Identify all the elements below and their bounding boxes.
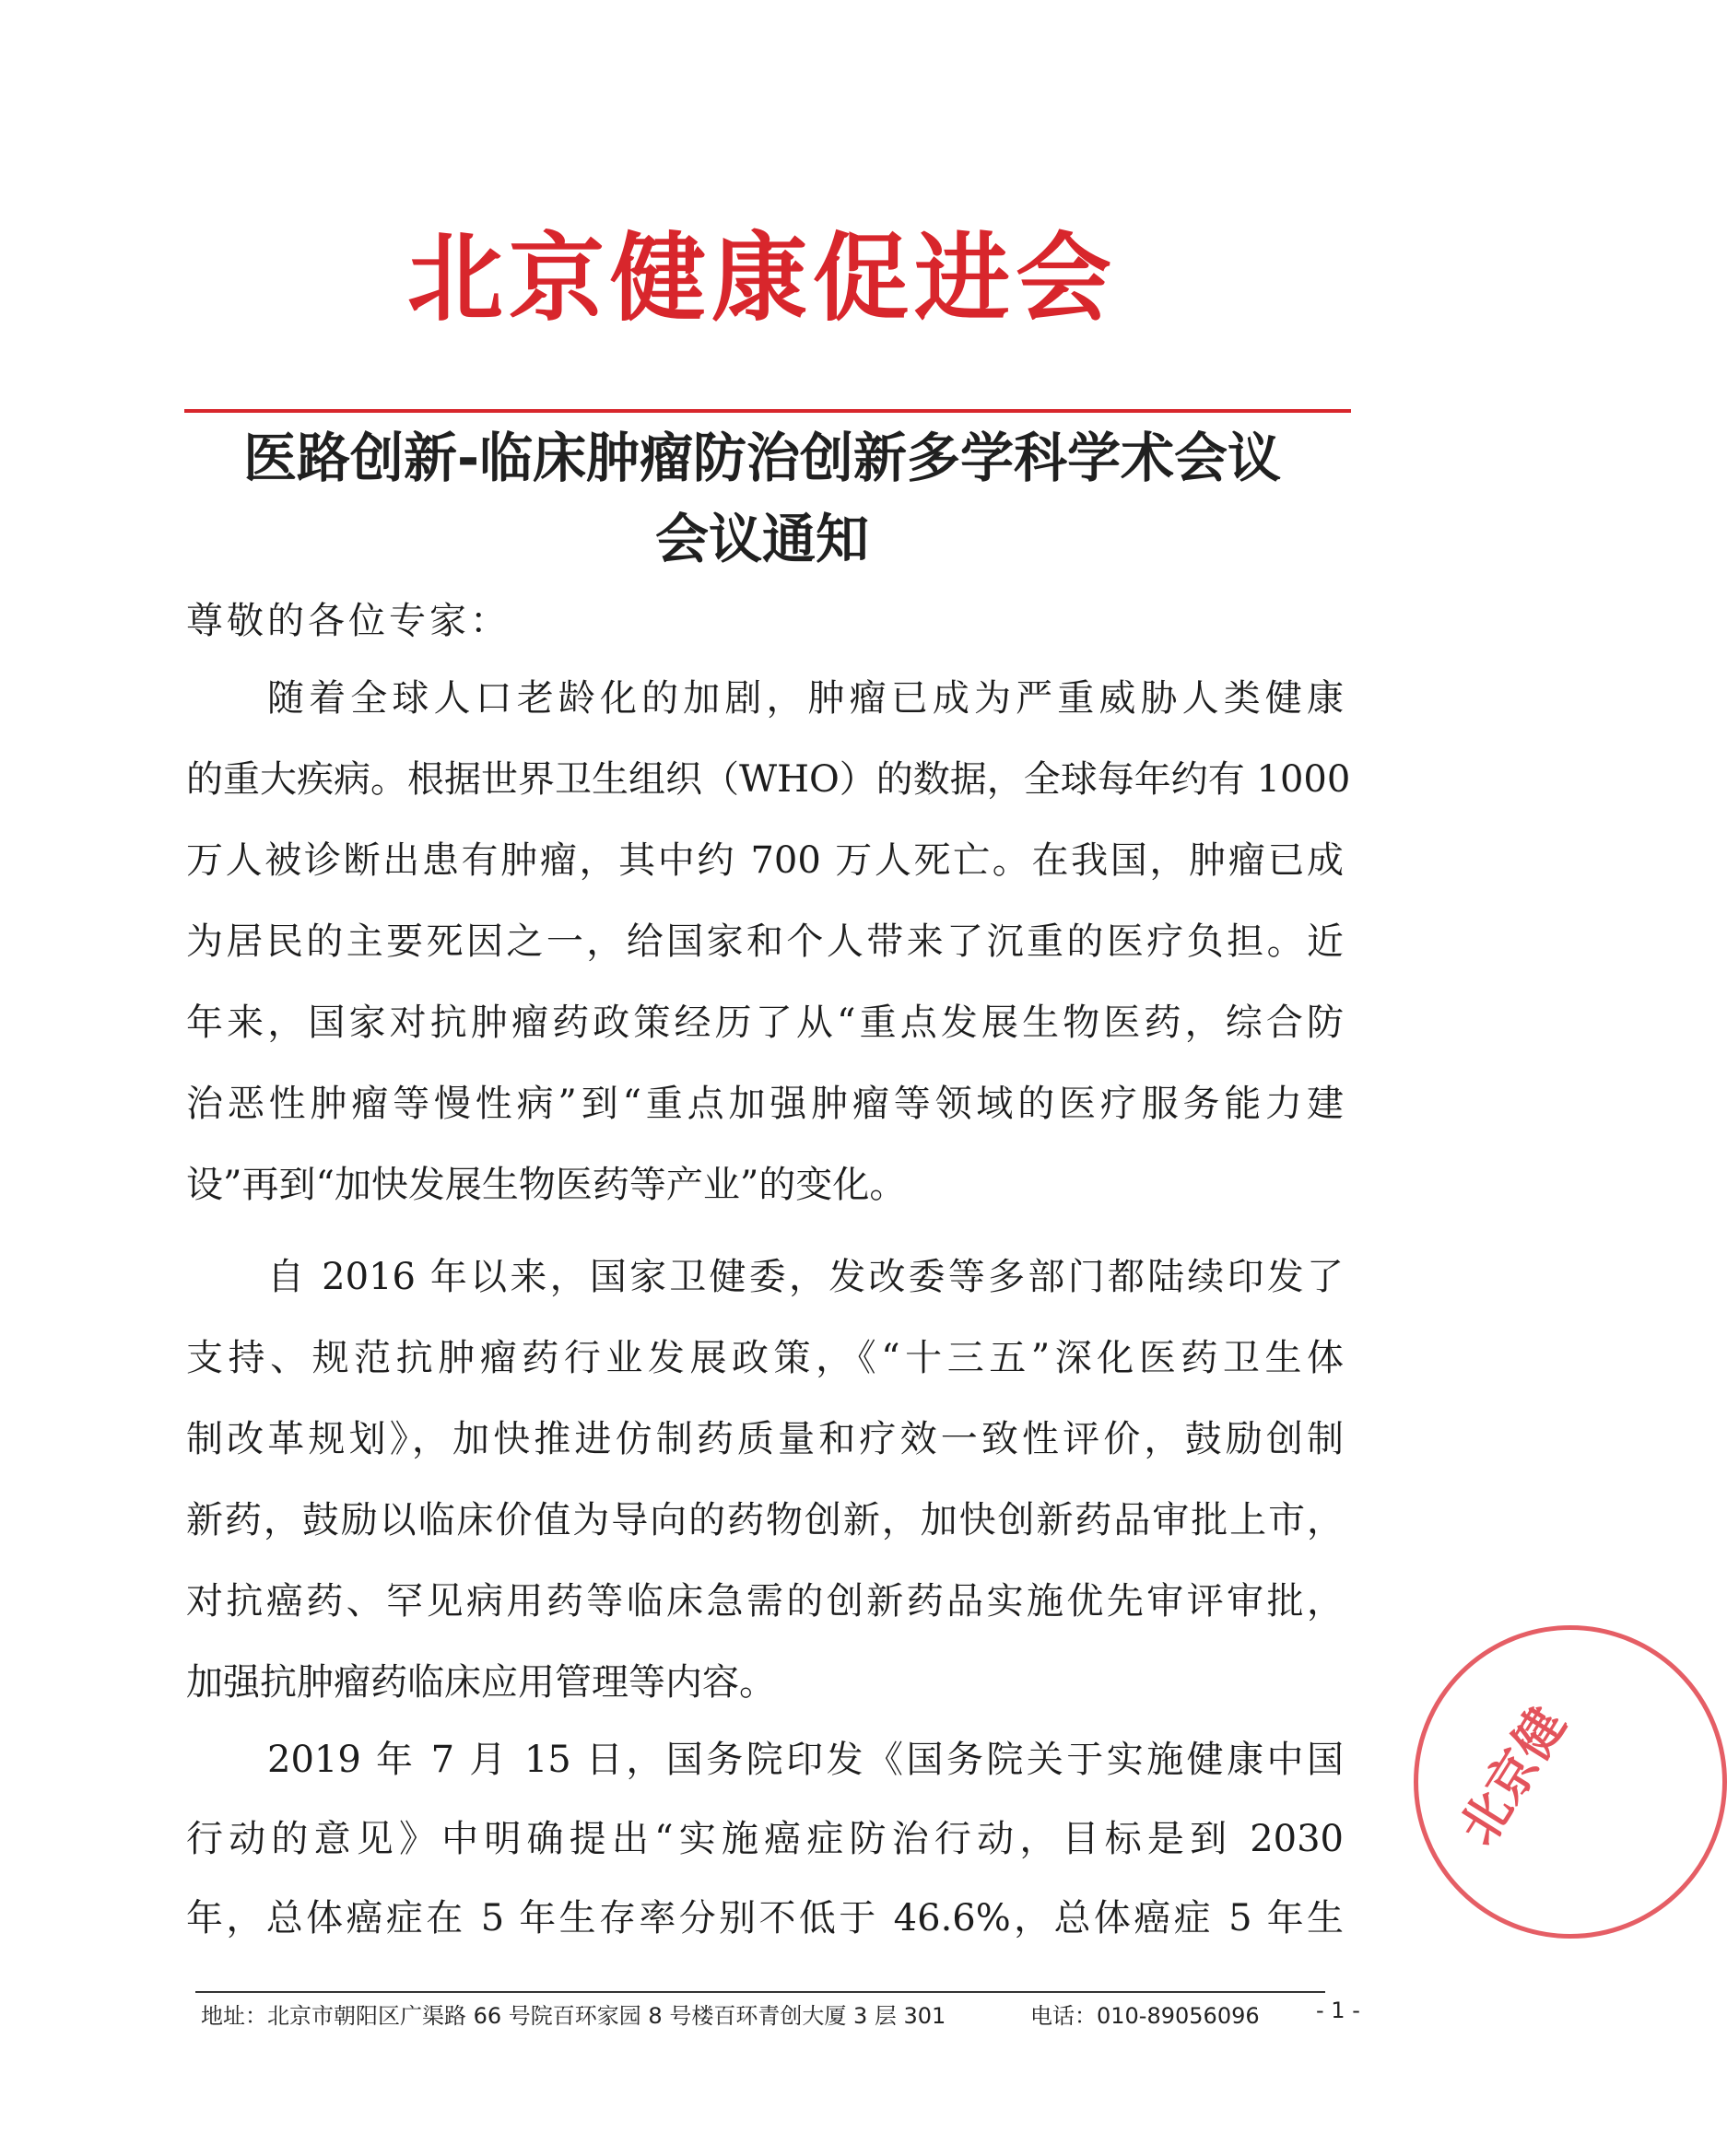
paragraph-line: 加强抗肿瘤药临床应用管理等内容。 <box>186 1661 776 1704</box>
paragraph-line: 治恶性肿瘤等慢性病”到“重点加强肿瘤等领域的医疗服务能力建 <box>186 1083 1344 1125</box>
paragraph-line: 自 2016 年以来，国家卫健委，发改委等多部门都陆续印发了 <box>267 1256 1344 1298</box>
paragraph-line: 年，总体癌症在 5 年生存率分别不低于 46.6%，总体癌症 5 年生 <box>186 1897 1344 1939</box>
paragraph-line: 万人被诊断出患有肿瘤，其中约 700 万人死亡。在我国，肿瘤已成 <box>186 839 1344 882</box>
seal-text: 北京健 <box>1448 1697 1578 1856</box>
paragraph-line: 的重大疾病。根据世界卫生组织（WHO）的数据，全球每年约有 1000 <box>186 758 1351 801</box>
salutation: 尊敬的各位专家： <box>186 600 511 642</box>
notice-title: 医路创新-临床肿瘤防治创新多学科学术会议 <box>242 427 1282 489</box>
paragraph-line: 2019 年 7 月 15 日，国务院印发《国务院关于实施健康中国 <box>267 1739 1344 1781</box>
paragraph-line: 新药，鼓励以临床价值为导向的药物创新，加快创新药品审批上市， <box>186 1499 1344 1541</box>
footer-divider <box>195 1991 1325 1993</box>
paragraph-line: 行动的意见》中明确提出“实施癌症防治行动，目标是到 2030 <box>186 1818 1344 1860</box>
paragraph-line: 为居民的主要死因之一，给国家和个人带来了沉重的医疗负担。近 <box>186 920 1344 963</box>
notice-subtitle: 会议通知 <box>654 508 869 570</box>
paragraph-line: 设”再到“加快发展生物医药等产业”的变化。 <box>186 1164 907 1206</box>
official-seal <box>1414 1625 1727 1939</box>
paragraph-line: 对抗癌药、罕见病用药等临床急需的创新药品实施优先审评审批， <box>186 1580 1344 1623</box>
letterhead-org-name: 北京健康促进会 <box>406 222 1117 334</box>
footer-phone: 电话：010-89056096 <box>1030 2003 1260 2029</box>
paragraph-line: 随着全球人口老龄化的加剧，肿瘤已成为严重威胁人类健康 <box>267 677 1344 720</box>
page-number: - 1 - <box>1316 1998 1360 2023</box>
paragraph-line: 支持、规范抗肿瘤药行业发展政策，《“十三五”深化医药卫生体 <box>186 1337 1344 1379</box>
paragraph-line: 年来，国家对抗肿瘤药政策经历了从“重点发展生物医药，综合防 <box>186 1002 1344 1044</box>
footer-address: 地址：北京市朝阳区广渠路 66 号院百环家园 8 号楼百环青创大厦 3 层 301 <box>201 2003 946 2029</box>
paragraph-line: 制改革规划》，加快推进仿制药质量和疗效一致性评价，鼓励创制 <box>186 1418 1344 1460</box>
letterhead-divider <box>184 409 1351 413</box>
